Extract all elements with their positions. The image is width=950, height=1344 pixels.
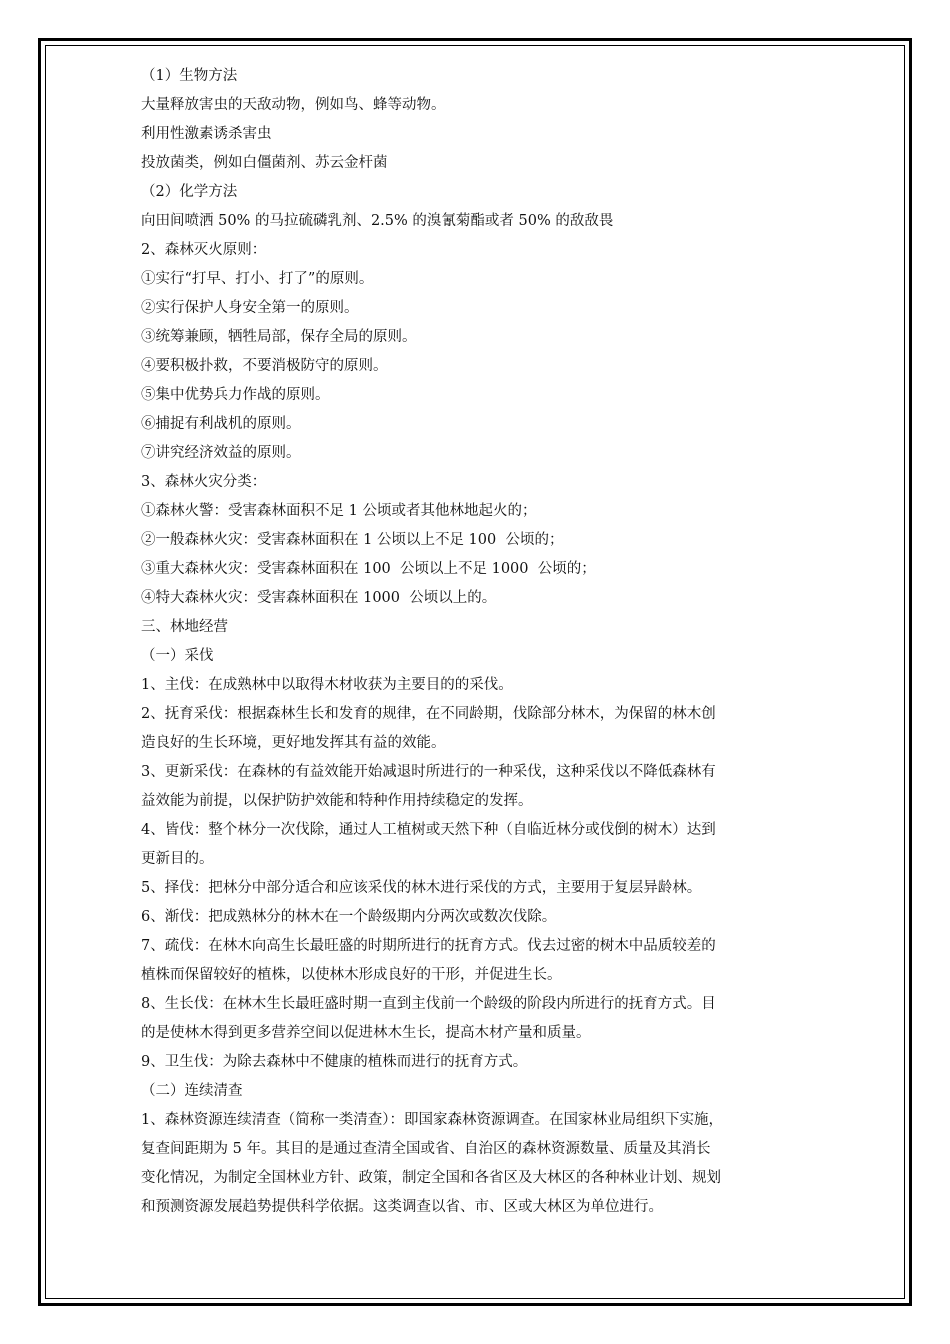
text-line: 造良好的生长环境，更好地发挥其有益的效能。 — [141, 735, 446, 751]
list-item: ②实行保护人身安全第一的原则。 — [141, 300, 359, 316]
list-item: ③统筹兼顾，牺牲局部，保存全局的原则。 — [141, 329, 417, 345]
list-item: ⑥捕捉有利战机的原则。 — [141, 416, 301, 432]
text-line: 利用性激素诱杀害虫 — [141, 126, 272, 142]
list-item: ④要积极扑救，不要消极防守的原则。 — [141, 358, 388, 374]
text-line: 2、抚育采伐：根据森林生长和发育的规律，在不同龄期，伐除部分林木，为保留的林木创 — [141, 706, 716, 722]
text-line: 的是使林木得到更多营养空间以促进林木生长，提高木材产量和质量。 — [141, 1025, 591, 1041]
heading-chemical-method: （2）化学方法 — [141, 184, 238, 200]
subsection-heading-harvesting: （一）采伐 — [141, 648, 214, 664]
heading-fire-classification: 3、森林火灾分类： — [141, 474, 267, 490]
text-line: 和预测资源发展趋势提供科学依据。这类调查以省、市、区或大林区为单位进行。 — [141, 1199, 663, 1215]
list-item: ②一般森林火灾：受害森林面积在 1 公顷以上不足 100 公顷的； — [141, 532, 564, 548]
text-line: 植株而保留较好的植株，以使林木形成良好的干形，并促进生长。 — [141, 967, 562, 983]
text-line: 9、卫生伐：为除去森林中不健康的植株而进行的抚育方式。 — [141, 1054, 528, 1070]
text-line: 7、疏伐：在林木向高生长最旺盛的时期所进行的抚育方式。伐去过密的树木中品质较差的 — [141, 938, 716, 954]
text-line: 1、主伐：在成熟林中以取得木材收获为主要目的的采伐。 — [141, 677, 513, 693]
list-item: ⑦讲究经济效益的原则。 — [141, 445, 301, 461]
text-line: 更新目的。 — [141, 851, 214, 867]
text-line: 3、更新采伐：在森林的有益效能开始减退时所进行的一种采伐，这种采伐以不降低森林有 — [141, 764, 716, 780]
section-heading-forest-management: 三、林地经营 — [141, 619, 228, 635]
text-line: 4、皆伐：整个林分一次伐除，通过人工植树或天然下种（自临近林分或伐倒的树木）达到 — [141, 822, 716, 838]
list-item: ①森林火警：受害森林面积不足 1 公顷或者其他林地起火的； — [141, 503, 537, 519]
text-line: 1、森林资源连续清查（简称一类清查）：即国家森林资源调查。在国家林业局组织下实施， — [141, 1112, 723, 1128]
text-line: 变化情况，为制定全国林业方针、政策，制定全国和各省区及大林区的各种林业计划、规划 — [141, 1170, 721, 1186]
text-line: 向田间喷洒 50% 的马拉硫磷乳剂、2.5% 的溴氰菊酯或者 50% 的敌敌畏 — [141, 213, 614, 229]
heading-biological-method: （1）生物方法 — [141, 68, 238, 84]
subsection-heading-continuous-inventory: （二）连续清查 — [141, 1083, 243, 1099]
list-item: ⑤集中优势兵力作战的原则。 — [141, 387, 330, 403]
text-line: 益效能为前提，以保护防护效能和特种作用持续稳定的发挥。 — [141, 793, 533, 809]
list-item: ③重大森林火灾：受害森林面积在 100 公顷以上不足 1000 公顷的； — [141, 561, 596, 577]
list-item: ①实行“打早、打小、打了”的原则。 — [141, 271, 374, 287]
text-line: 复查间距期为 5 年。其目的是通过查清全国或省、自治区的森林资源数量、质量及其消长 — [141, 1141, 711, 1157]
heading-firefighting-principles: 2、森林灭火原则： — [141, 242, 267, 258]
text-line: 8、生长伐：在林木生长最旺盛时期一直到主伐前一个龄级的阶段内所进行的抚育方式。目 — [141, 996, 716, 1012]
text-line: 大量释放害虫的天敌动物，例如鸟、蜂等动物。 — [141, 97, 446, 113]
list-item: ④特大森林火灾：受害森林面积在 1000 公顷以上的。 — [141, 590, 497, 606]
text-line: 投放菌类，例如白僵菌剂、苏云金杆菌 — [141, 155, 388, 171]
text-line: 6、渐伐：把成熟林分的林木在一个龄级期内分两次或数次伐除。 — [141, 909, 557, 925]
document-body — [141, 62, 813, 1222]
text-line: 5、择伐：把林分中部分适合和应该采伐的林木进行采伐的方式，主要用于复层异龄林。 — [141, 880, 702, 896]
